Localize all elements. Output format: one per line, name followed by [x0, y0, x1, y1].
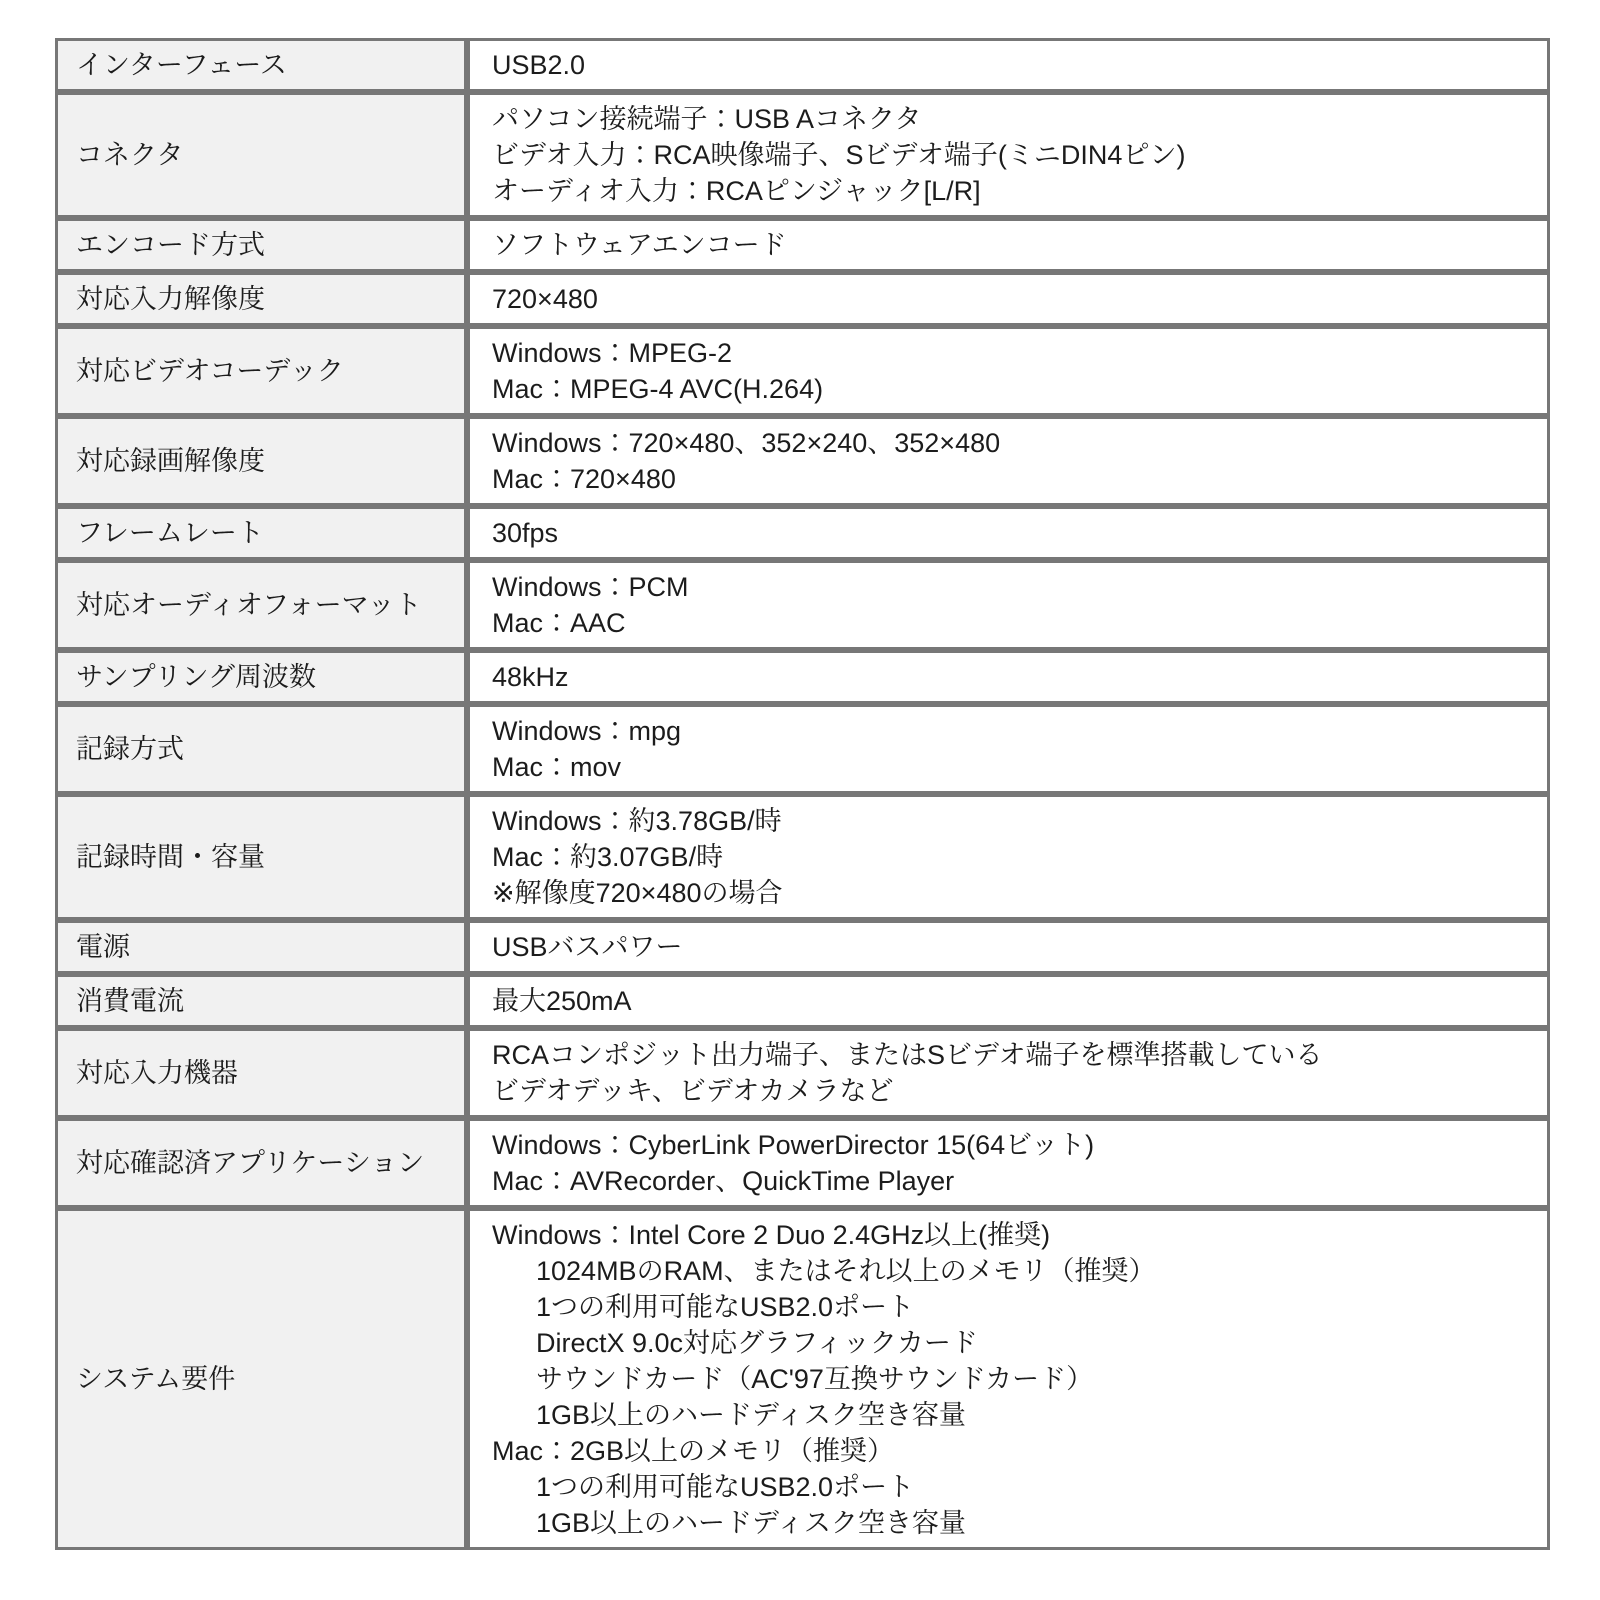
spec-value — [467, 218, 1550, 272]
spec-label: 記録時間・容量 — [55, 794, 467, 920]
spec-value-line: Windows：mpg — [492, 716, 682, 746]
spec-value — [467, 560, 1550, 650]
spec-value-line: Mac：MPEG-4 AVC(H.264) — [492, 374, 824, 404]
spec-label: 電源 — [55, 920, 467, 974]
spec-value-line: Mac：2GB以上のメモリ（推奨） — [492, 1436, 895, 1466]
spec-value-line: Mac：720×480 — [492, 464, 676, 494]
spec-table-body — [55, 38, 1550, 1550]
spec-label: サンプリング周波数 — [55, 650, 467, 704]
spec-value-line: 30fps — [492, 518, 559, 548]
spec-value-line: Windows：MPEG-2 — [492, 338, 733, 368]
spec-label: コネクタ — [55, 92, 467, 218]
spec-value-line: ソフトウェアエンコード — [492, 230, 787, 260]
spec-label: 対応入力機器 — [55, 1028, 467, 1118]
spec-value-line: Mac：約3.07GB/時 — [492, 842, 724, 872]
table-row — [55, 326, 1550, 416]
spec-value — [467, 38, 1550, 92]
spec-label: フレームレート — [55, 506, 467, 560]
spec-value — [467, 326, 1550, 416]
spec-value-line: 最大250mA — [492, 986, 632, 1016]
spec-value — [467, 1118, 1550, 1208]
spec-value-line: 1024MBのRAM、またはそれ以上のメモリ（推奨） — [536, 1256, 1156, 1286]
table-row — [55, 650, 1550, 704]
spec-value-line: USBバスパワー — [492, 932, 683, 962]
spec-value — [467, 920, 1550, 974]
table-row — [55, 272, 1550, 326]
table-row — [55, 704, 1550, 794]
spec-label: 記録方式 — [55, 704, 467, 794]
spec-label: 対応入力解像度 — [55, 272, 467, 326]
spec-value-line: 1つの利用可能なUSB2.0ポート — [536, 1472, 915, 1502]
spec-value-line: 720×480 — [492, 284, 598, 314]
table-row — [55, 1208, 1550, 1550]
table-row — [55, 218, 1550, 272]
spec-value-line: オーディオ入力：RCAピンジャック[L/R] — [492, 176, 981, 206]
spec-value-line: DirectX 9.0c対応グラフィックカード — [536, 1328, 978, 1358]
spec-value-line: サウンドカード（AC'97互換サウンドカード） — [536, 1364, 1094, 1394]
spec-label: 消費電流 — [55, 974, 467, 1028]
spec-value-line: 48kHz — [492, 662, 569, 692]
table-row — [55, 506, 1550, 560]
table-row — [55, 416, 1550, 506]
spec-value-line: USB2.0 — [492, 50, 586, 80]
spec-value — [467, 416, 1550, 506]
spec-label: 対応録画解像度 — [55, 416, 467, 506]
spec-value-line: 1GB以上のハードディスク空き容量 — [536, 1508, 966, 1538]
spec-value-line: Mac：mov — [492, 752, 622, 782]
table-row — [55, 92, 1550, 218]
spec-label: 対応ビデオコーデック — [55, 326, 467, 416]
table-row — [55, 794, 1550, 920]
spec-value-line: ビデオデッキ、ビデオカメラなど — [492, 1076, 894, 1106]
spec-value-line: ビデオ入力：RCA映像端子、Sビデオ端子(ミニDIN4ピン) — [492, 140, 1186, 170]
spec-value-line: ※解像度720×480の場合 — [492, 878, 783, 908]
table-row — [55, 1118, 1550, 1208]
table-row — [55, 920, 1550, 974]
spec-label: 対応オーディオフォーマット — [55, 560, 467, 650]
spec-value-line: Windows：720×480、352×240、352×480 — [492, 428, 1001, 458]
spec-value — [467, 272, 1550, 326]
spec-value-line: Windows：CyberLink PowerDirector 15(64ビット) — [492, 1130, 1095, 1160]
table-row — [55, 1028, 1550, 1118]
spec-value — [467, 704, 1550, 794]
spec-value — [467, 506, 1550, 560]
spec-value — [467, 1208, 1550, 1550]
spec-value — [467, 1028, 1550, 1118]
spec-value — [467, 974, 1550, 1028]
spec-value — [467, 92, 1550, 218]
table-row — [55, 974, 1550, 1028]
spec-value-line: 1つの利用可能なUSB2.0ポート — [536, 1292, 915, 1322]
spec-value-line: Mac：AAC — [492, 608, 626, 638]
table-row — [55, 38, 1550, 92]
spec-value-line: Windows：Intel Core 2 Duo 2.4GHz以上(推奨) — [492, 1220, 1051, 1250]
spec-value — [467, 794, 1550, 920]
spec-table — [55, 38, 1550, 1550]
spec-value-line: RCAコンポジット出力端子、またはSビデオ端子を標準搭載している — [492, 1040, 1323, 1070]
spec-value — [467, 650, 1550, 704]
spec-value-line: Mac：AVRecorder、QuickTime Player — [492, 1166, 955, 1196]
spec-value-line: Windows：約3.78GB/時 — [492, 806, 782, 836]
spec-label: 対応確認済アプリケーション — [55, 1118, 467, 1208]
spec-value-line: 1GB以上のハードディスク空き容量 — [536, 1400, 966, 1430]
spec-label: エンコード方式 — [55, 218, 467, 272]
spec-label: インターフェース — [55, 38, 467, 92]
spec-value-line: Windows：PCM — [492, 572, 689, 602]
spec-value-line: パソコン接続端子：USB Aコネクタ — [492, 104, 922, 134]
table-row — [55, 560, 1550, 650]
spec-label: システム要件 — [55, 1208, 467, 1550]
